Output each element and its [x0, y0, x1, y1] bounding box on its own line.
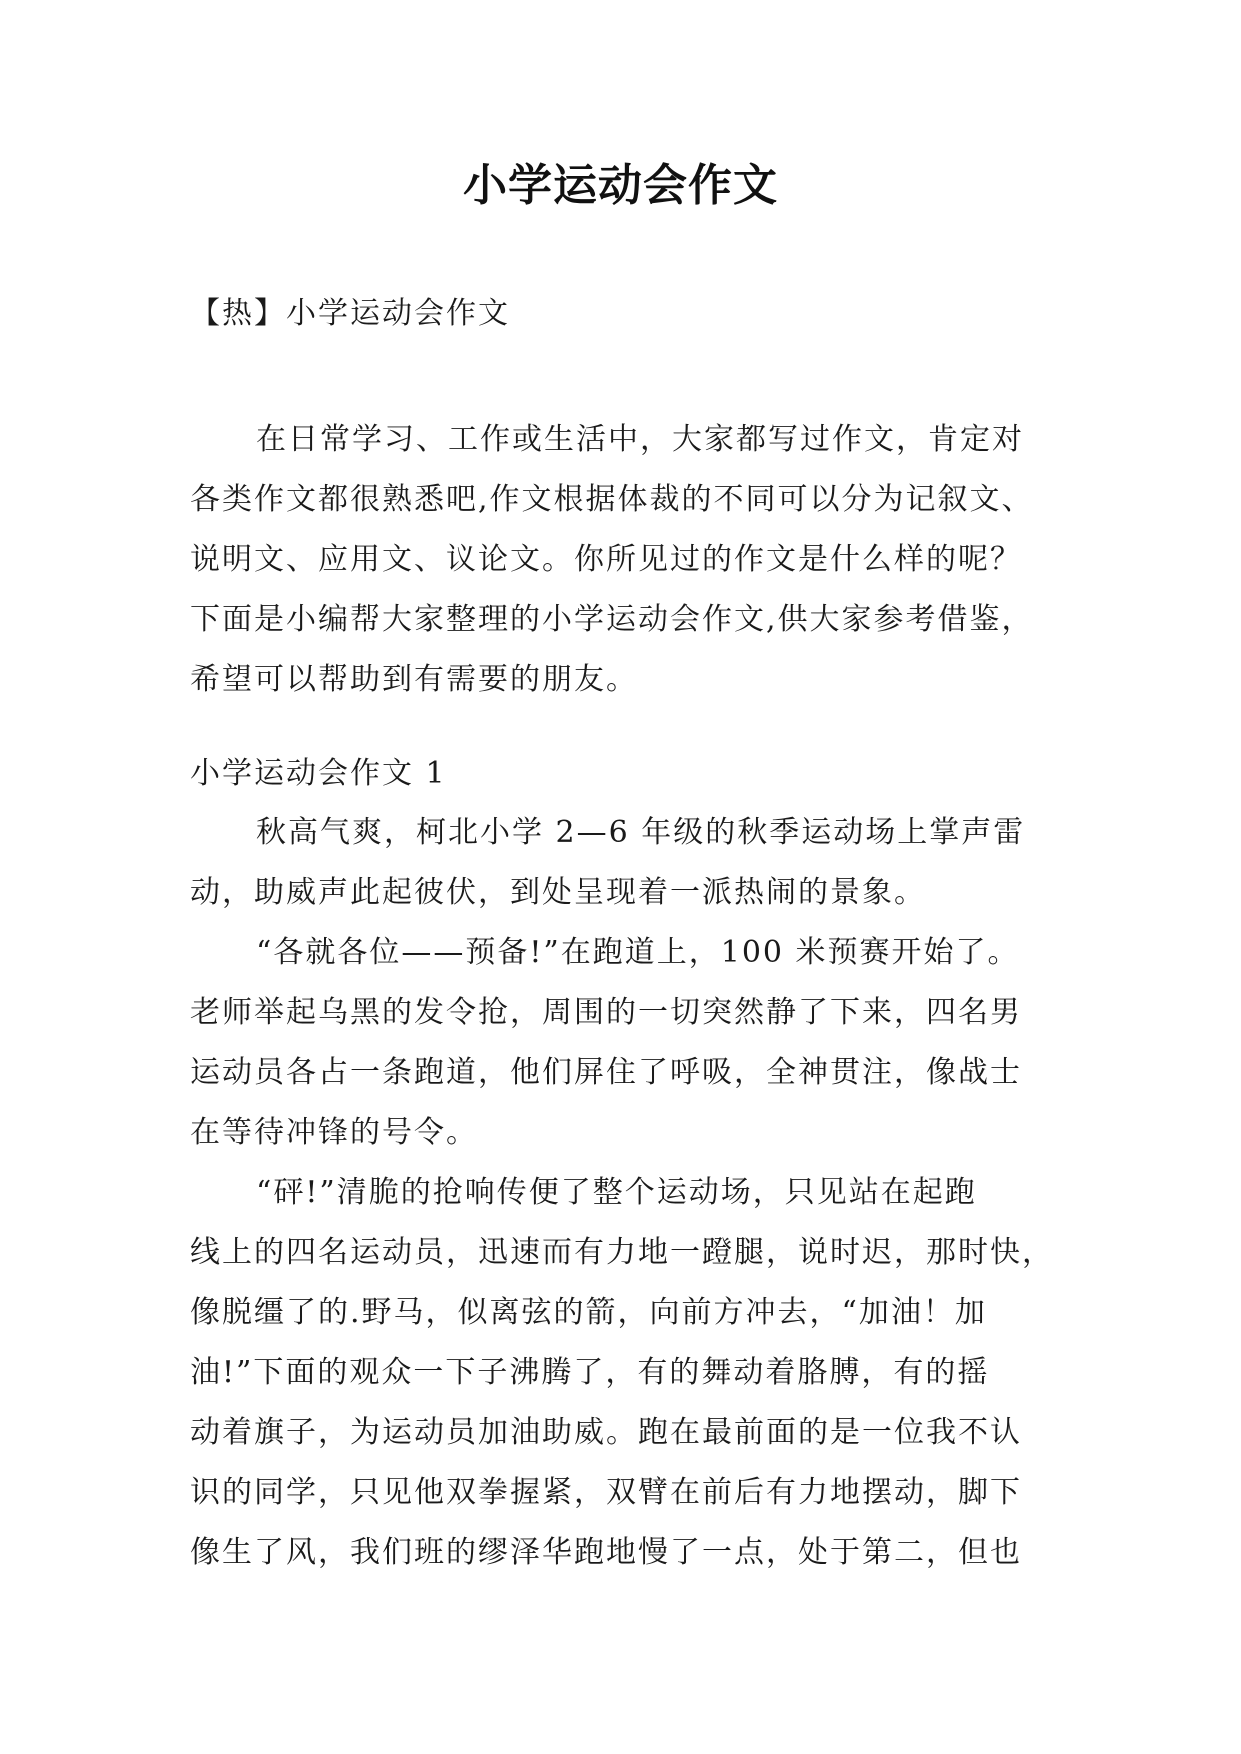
intro-line: 在日常学习、工作或生活中，大家都写过作文，肯定对 — [256, 422, 1024, 457]
essay-body — [190, 803, 1070, 1583]
essay-line: 像生了风，我们班的缪泽华跑地慢了一点，处于第二，但也 — [190, 1535, 1022, 1570]
essay-line: 识的同学，只见他双拳握紧，双臂在前后有力地摆动，脚下 — [190, 1475, 1022, 1510]
document-subtitle: 【热】小学运动会作文 — [190, 296, 510, 331]
essay-line: “砰!”清脆的抢响传便了整个运动场，只见站在起跑 — [256, 1175, 977, 1210]
essay-line: 动，助威声此起彼伏，到处呈现着一派热闹的景象。 — [190, 875, 926, 910]
essay-line: 在等待冲锋的号令。 — [190, 1115, 478, 1150]
essay-line: 线上的四名运动员，迅速而有力地一蹬腿，说时迟，那时快， — [190, 1235, 1054, 1270]
intro-line: 各类作文都很熟悉吧,作文根据体裁的不同可以分为记叙文、 — [190, 482, 1034, 517]
essay-line: 老师举起乌黑的发令抢，周围的一切突然静了下来，四名男 — [190, 995, 1022, 1030]
essay-line: 像脱缰了的.野马，似离弦的箭，向前方冲去，“加油！加 — [190, 1295, 987, 1330]
intro-line: 下面是小编帮大家整理的小学运动会作文,供大家参考借鉴， — [190, 602, 1034, 637]
essay-line: 油!”下面的观众一下子沸腾了，有的舞动着胳膊，有的摇 — [190, 1355, 990, 1390]
essay-line: 运动员各占一条跑道，他们屏住了呼吸，全神贯注，像战士 — [190, 1055, 1022, 1090]
intro-line: 说明文、应用文、议论文。你所见过的作文是什么样的呢？ — [190, 542, 1022, 577]
intro-paragraph — [190, 410, 1070, 710]
essay-line: 秋高气爽，柯北小学 2—6 年级的秋季运动场上掌声雷 — [256, 815, 1026, 850]
essay-line: 动着旗子，为运动员加油助威。跑在最前面的是一位我不认 — [190, 1415, 1022, 1450]
document-title: 小学运动会作文 — [463, 160, 778, 211]
section-heading: 小学运动会作文 1 — [190, 756, 447, 791]
intro-line: 希望可以帮助到有需要的朋友。 — [190, 662, 638, 697]
essay-line: “各就各位——预备!”在跑道上，100 米预赛开始了。 — [256, 935, 1020, 970]
